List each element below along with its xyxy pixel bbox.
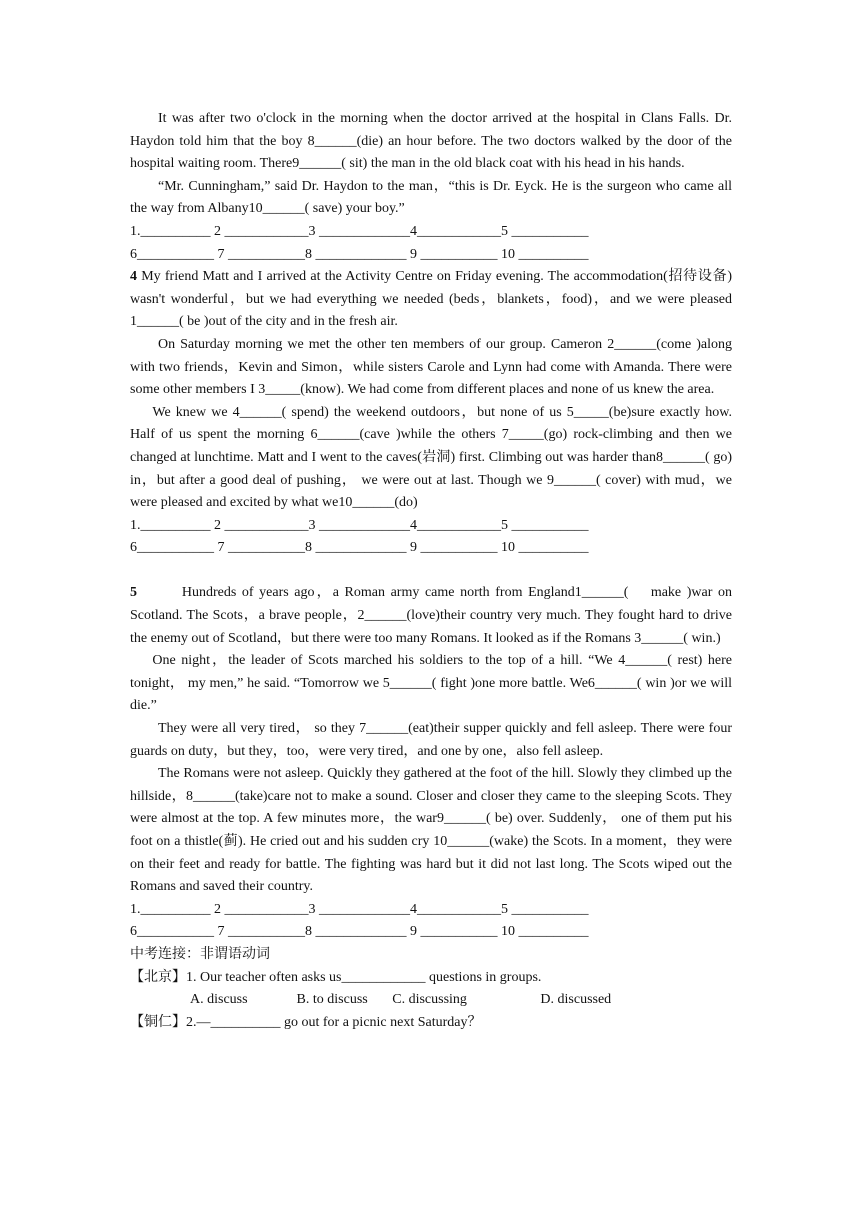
passage4-number: 4	[130, 269, 137, 285]
passage4-paragraph-2: On Saturday morning we met the other ten members of our group. Cameron 2______(come )along with two friends，Kevin and Simon，while sisters Carole and Lynn had come with Amanda. There were some other members I 3_____(know). We had come from different places and none of us knew the area.	[130, 336, 732, 398]
passage4-paragraph-1-text: My friend Matt and I arrived at the Activity Centre on Friday evening. The accommodation(招待设备) wasn't wonderful，but we had everything we needed (beds，blankets，food)，and we were pleased 1______( be )out of the city and in the fresh air.	[130, 269, 732, 330]
passage4-answers-1: 1.__________ 2 ____________3 _____________4____________5 ___________	[130, 517, 589, 533]
section-gap	[130, 560, 732, 583]
passage5-number: 5	[130, 585, 137, 601]
passage5-paragraph-1-text: Hundreds of years ago，a Roman army came north from England1______( make )war on Scotland. The Scots，a brave people，2______(love)their country very much. They fought hard to drive the enemy out of Scotland，but there were too many Romans. It looked as if the Romans 3______( win.)	[130, 585, 736, 646]
passage5-answers-1: 1.__________ 2 ____________3 _____________4____________5 ___________	[130, 901, 589, 917]
passage3-answers-1: 1.__________ 2 ____________3 _____________4____________5 ___________	[130, 223, 589, 239]
passage3-paragraph-1: It was after two o'clock in the morning when the doctor arrived at the hospital in Clans Falls. Dr. Haydon told him that the boy 8______(die) an hour before. The two doctors walked by the door of the hospital waiting room. There9______( sit) the man in the old black coat with his head in his hands.	[130, 111, 732, 172]
passage5-paragraph-3: They were all very tired， so they 7______(eat)their supper quickly and fell asleep. There were four guards on duty，but they，too，were very tired，and one by one，also fell asleep.	[130, 721, 732, 759]
passage3-paragraph-2: “Mr. Cunningham,” said Dr. Haydon to the man，“this is Dr. Eyck. He is the surgeon who came all the way from Albany10______( save) your boy.”	[130, 178, 732, 217]
passage5-paragraph-4: The Romans were not asleep. Quickly they gathered at the foot of the hill. Slowly they climbed up the hillside，8______(take)care not to make a sound. Closer and closer they came to the sleeping Scots. They were almost at the top. A few minutes more，the war9______( be) over. Suddenly， one of them put his foot on a thistle(蓟). He cried out and his sudden cry 10______(wake) the Scots. In a moment，they were on their feet and ready for battle. The fighting was hard but it did not last long. The Scots wiped out the Romans and saved their country.	[130, 766, 732, 895]
passage5-paragraph-2: One night，the leader of Scots marched his soldiers to the top of a hill. “We 4______( rest) here tonight， my men,” he said. “Tomorrow we 5______( fight )one more battle. We6______( win )or we will die.”	[130, 653, 732, 714]
passage4-paragraph-1	[130, 266, 732, 334]
passage5-paragraph-1	[130, 582, 736, 650]
exam-section-title: 中考连接：非谓语动词	[130, 946, 270, 962]
passage4-answers-2: 6___________ 7 ___________8 _____________ 9 ___________ 10 __________	[130, 540, 589, 556]
exam-question-1: 【北京】1. Our teacher often asks us____________ questions in groups.	[130, 969, 542, 985]
exam-question-1-options: A. discuss B. to discuss C. discussing D. discussed	[190, 992, 612, 1008]
exam-question-2: 【铜仁】2.—__________ go out for a picnic next Saturday？	[130, 1014, 482, 1030]
passage3-answers-2: 6___________ 7 ___________8 _____________ 9 ___________ 10 __________	[130, 246, 589, 262]
passage5-answers-2: 6___________ 7 ___________8 _____________ 9 ___________ 10 __________	[130, 924, 589, 940]
passage4-paragraph-3: We knew we 4______( spend) the weekend outdoors，but none of us 5_____(be)sure exactly how. Half of us spent the morning 6______(cave )while the others 7_____(go) rock-climbing and then we changed at lunchtime. Matt and I went to the caves(岩洞) first. Climbing out was harder than8______( go) in，but after a good deal of pushing， we were out at last. Though we 9______( cover) with mud，we were pleased and excited by what we10______(do)	[130, 404, 732, 511]
worksheet-page	[130, 108, 736, 1034]
